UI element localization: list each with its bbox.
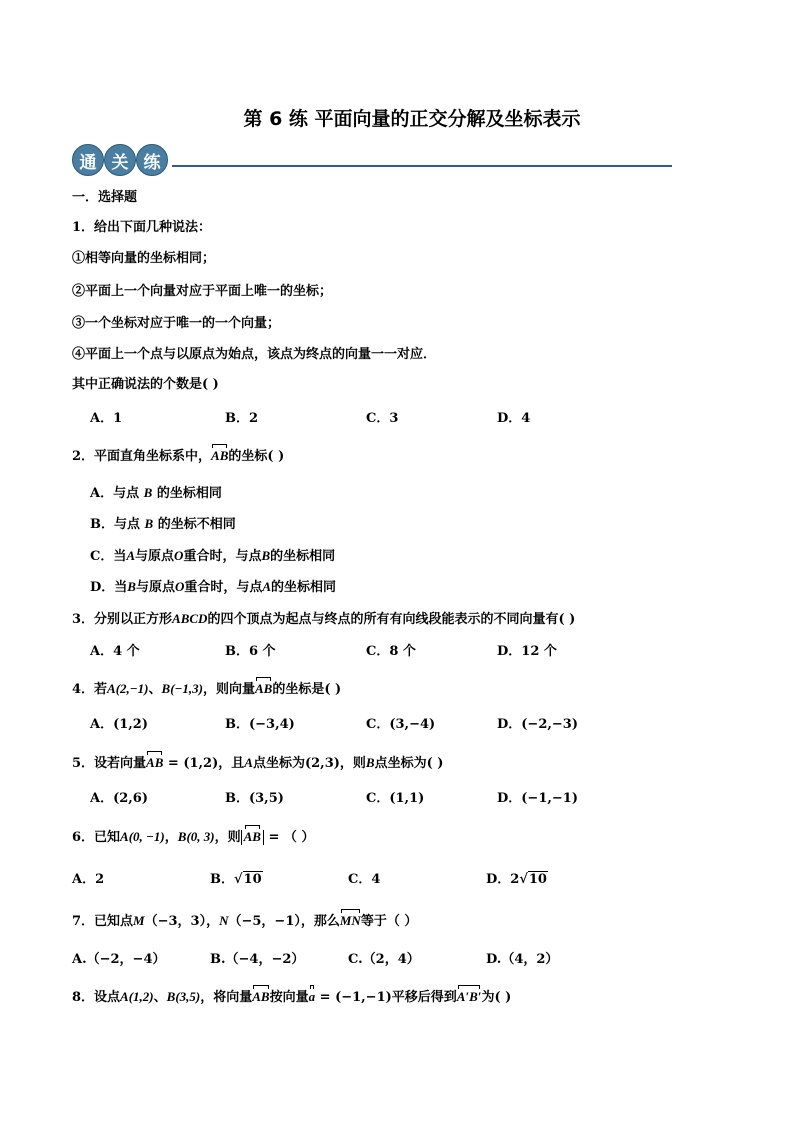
q2-c-point-2: O [174,548,184,563]
q5-vector-ab: AB [146,755,164,770]
q8-vector-a: a [308,989,316,1004]
q6-point-a: A(0, −1) [120,829,165,844]
q8-stem-mid2: 按向量 [269,990,309,1005]
q3-option-a[interactable]: A．4 个 [90,644,140,659]
q5-option-c[interactable]: C．(1,1) [366,791,425,806]
q8-vector-ab: AB [252,989,270,1004]
q2-vector-ab: AB [211,448,229,463]
q4-stem-post: 的坐标是( ) [272,682,342,697]
q3-option-d[interactable]: D．12 个 [497,644,557,659]
q7-n-coord: （−5，−1），那么 [228,914,340,929]
q8-vector-a-value: = (−1,−1) [315,990,392,1005]
q2-option-d[interactable] [90,578,336,597]
q8-point-a: A(1,2) [120,989,154,1004]
q5-vector-value: = (1,2) [163,756,219,771]
q7-point-n: N [219,913,229,928]
q2-c-text-end: 的坐标相同 [270,549,336,564]
q5-stem-pre: 5．设若向量 [72,756,147,771]
q8-stem-post: 为( ) [481,990,512,1005]
q2-d-point-2: O [174,579,185,594]
q4-stem [72,680,341,699]
q3-option-c[interactable]: C．8 个 [366,644,416,659]
q6-stem-pre: 6．已知 [72,830,121,845]
q5-stem-post: 点坐标为( ) [374,756,444,771]
q2-option-b[interactable] [90,515,236,534]
q2-d-text-mid: 与原点 [135,580,175,595]
q1-option-b[interactable]: B．2 [225,411,259,426]
q6-point-b: B(0, 3) [177,829,215,844]
q5-stem [72,754,443,773]
q1-question: 其中正确说法的个数是( ) [72,377,219,392]
q2-b-text: B．与点 [90,517,140,532]
q2-c-text-mid2: 重合时，与点 [183,549,262,564]
q7-m-coord: （−3，3）， [144,914,220,929]
q8-sep: 、 [153,990,167,1005]
q6-sep: ， [164,830,178,845]
q4-sep: 、 [148,682,162,697]
q6-stem [72,828,314,847]
q6-option-d[interactable] [486,871,548,889]
q6-b-radicand: 10 [243,872,262,887]
q2-stem [72,447,284,466]
q6-option-b[interactable] [210,871,263,889]
q4-stem-pre: 4．若 [72,682,108,697]
page-title: 第 6 练 平面向量的正交分解及坐标表示 [243,108,581,130]
q2-option-c[interactable] [90,547,335,566]
q2-stem-pre: 2．平面直角坐标系中， [72,449,212,464]
q7-option-d[interactable]: D.（4，2） [486,952,559,967]
q2-a-point: B [143,485,153,500]
q2-d-text-end: 的坐标相同 [271,580,337,595]
q8-stem-pre: 8．设点 [72,990,121,1005]
q1-statement-1: ①相等向量的坐标相同； [72,251,216,266]
q3-option-b[interactable]: B．6 个 [225,644,276,659]
banner-badge-3: 练 [136,144,168,176]
q7-option-c[interactable]: C.（2，4） [348,952,420,967]
q2-b-point: B [144,516,154,531]
q6-b-label: B． [210,872,234,887]
q2-a-text-end: 的坐标相同 [156,486,222,501]
q7-option-b[interactable]: B.（−4，−2） [210,952,305,967]
q1-stem: 1．给出下面几种说法： [72,220,212,235]
q6-magnitude [241,830,264,845]
q7-option-a[interactable]: A.（−2，−4） [72,952,166,967]
q6-d-radicand: 10 [528,872,547,887]
q2-a-text: A．与点 [90,486,140,501]
section-heading: 一．选择题 [72,190,138,205]
banner-badge-2: 关 [104,144,136,176]
q6-d-label: D． [486,872,511,887]
q5-stem-mid2: 点坐标为 [252,756,305,771]
section-banner [72,144,672,180]
q6-option-a[interactable]: A．2 [72,872,105,887]
q2-c-point-3: B [261,548,271,563]
q6-d-coef: 2 [510,872,520,887]
q3-square-name: ABCD [172,611,208,626]
q2-c-text-mid: 与原点 [135,549,175,564]
q4-option-a[interactable]: A．(1,2) [90,717,149,732]
q7-stem-post: 等于（ ） [360,914,418,929]
q7-vector-mn: MN [339,913,361,928]
q4-point-b: B(−1,3) [161,681,203,696]
q5-stem-mid: ，且 [218,756,245,771]
q5-a-coord: (2,3) [304,756,340,771]
q7-point-m: M [133,913,145,928]
q2-d-point-3: A [262,579,272,594]
q4-point-a: A(2,−1) [107,681,149,696]
q6-stem-mid: ，则 [214,830,241,845]
q8-stem [72,988,511,1007]
q1-option-d[interactable]: D．4 [497,411,531,426]
q2-d-point-1: B [127,579,136,594]
q8-stem-mid3: 平移后得到 [391,990,457,1005]
q3-stem-pre: 3．分别以正方形 [72,612,173,627]
q5-stem-mid3: ，则 [339,756,366,771]
q4-option-c[interactable]: C．(3,−4) [366,717,436,732]
q2-c-text: C．当 [90,549,127,564]
q6-stem-post: = （ ） [263,830,315,845]
banner-divider [172,165,672,167]
q5-option-b[interactable]: B．(3,5) [225,791,284,806]
q5-option-a[interactable]: A．(2,6) [90,791,149,806]
q6-b-sqrt: √10 [234,872,262,887]
q1-statement-4: ④平面上一个点与以原点为始点，该点为终点的向量一一对应． [72,347,437,362]
q3-stem-post: 的四个顶点为起点与终点的所有有向线段能表示的不同向量有( ) [207,612,576,627]
q1-statement-3: ③一个坐标对应于唯一的一个向量； [72,316,281,331]
q6-d-sqrt: √10 [519,872,547,887]
q6-vector-ab: AB [243,829,261,844]
q2-c-point-1: A [126,548,136,563]
q2-b-text-end: 的坐标不相同 [157,517,236,532]
q1-option-c[interactable]: C．3 [366,411,399,426]
q2-d-text-mid2: 重合时，与点 [184,580,263,595]
q4-stem-mid: ，则向量 [203,682,256,697]
q5-point-b: B [365,755,375,770]
q5-point-a: A [244,755,253,770]
q7-stem-pre: 7．已知点 [72,914,134,929]
q5-option-d[interactable]: D．(−1,−1) [497,791,578,806]
q1-option-a[interactable]: A．1 [90,411,123,426]
q7-stem [72,912,417,931]
q6-option-c[interactable]: C．4 [348,872,381,887]
banner-badge-1: 通 [72,144,104,176]
q4-option-d[interactable]: D．(−2,−3) [497,717,578,732]
q2-stem-post: 的坐标( ) [228,449,285,464]
q8-stem-mid: ，将向量 [200,990,253,1005]
q3-stem [72,610,575,629]
q2-d-text: D．当 [90,580,128,595]
q2-option-a[interactable] [90,484,222,503]
q1-statement-2: ②平面上一个向量对应于平面上唯一的坐标； [72,284,333,299]
q4-vector-ab: AB [255,681,273,696]
q8-vector-a-prime-b-prime: A′B′ [456,989,482,1004]
q8-point-b: B(3,5) [166,989,201,1004]
q4-option-b[interactable]: B．(−3,4) [225,717,295,732]
